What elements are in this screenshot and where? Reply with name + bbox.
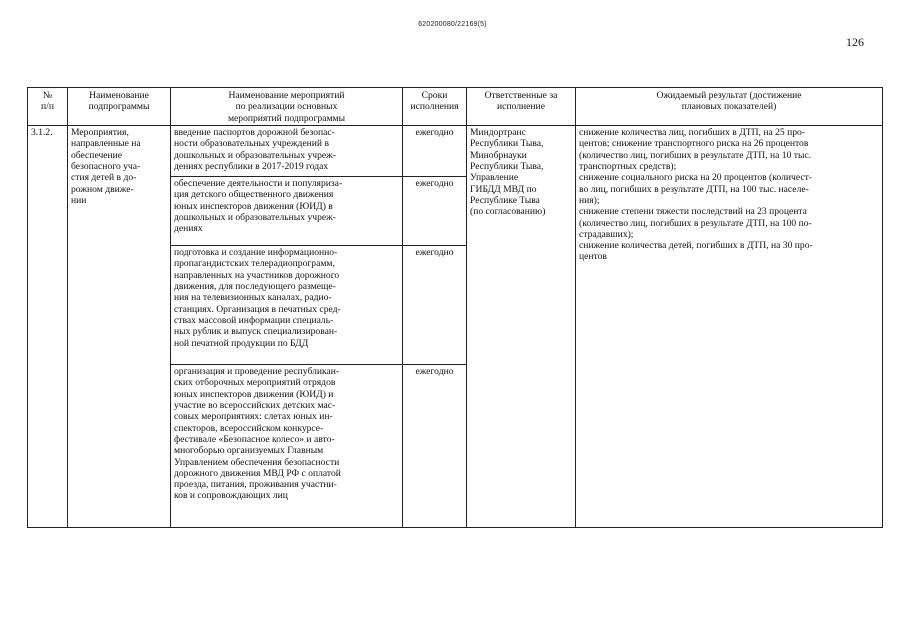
deadline-cell: ежегодно [403,246,467,365]
header-subprogram: Наименование подпрограммы [68,88,171,126]
deadline-cell: ежегодно [403,365,467,528]
expected-result-cell: снижение количества лиц, погибших в ДТП, на 25 про- центов; снижение транспортного риска на 26 процентов (количество лиц, погибших в результате ДТП, на 10 тыс. транспортных средств); снижение социального риска на 20 процентов (количест- во лиц, погибших в результате ДТП, на 100 тыс. населе- ния); снижение степени тяжести последствий на 23 процента (количество лиц, погибших в результате ДТП, на 100 по- страдавших); снижение количества детей, погибших в ДТП, на 30 про- центов [576,126,883,528]
header-responsible: Ответственные за исполнение [467,88,576,126]
table-header-row [28,88,883,126]
header-result: Ожидаемый результат (достижение плановых показателей) [576,88,883,126]
deadline-cell: ежегодно [403,177,467,246]
activity-cell: введение паспортов дорожной безопас- ности образовательных учреждений в дошкольных и образовательных учреж- дениях республики в 2017-2019 годах [171,126,403,177]
responsible-cell: Миндортранс Республики Тыва, Минобрнауки Республики Тыва, Управление ГИБДД МВД по Республике Тыва (по согласованию) [467,126,576,528]
activity-cell: подготовка и создание информационно- пропагандистских телерадиопрограмм, направленных на участников дорожного движения, для последующего размеще- ния на телевизионных каналах, радио- станциях. Организация в печатных сред- ствах массовой информации специаль- ных рублик и выпуск специализирован- ной печатной продукции по БДД [171,246,403,365]
subprogram-name: Мероприятия, направленные на обеспечение безопасного уча- стия детей в до- рожном движе- нии [68,126,171,528]
table-row [28,126,883,177]
activity-cell: организация и проведение республикан- ских отборочных мероприятий отрядов юных инспекторов движения (ЮИД) и участие во всероссийских детских мас- совых мероприятиях: слетах юных ин- спекторов, всероссийском конкурсе- фестивале «Безопасное колесо» и авто- многоборью организуемых Главным Управлением обеспечения безопасности дорожного движения МВД РФ с оплатой проезда, питания, проживания участни- ков и сопровождающих лиц [171,365,403,528]
header-num: № п/п [28,88,68,126]
page-number: 126 [846,35,864,49]
deadline-cell: ежегодно [403,126,467,177]
activity-cell: обеспечение деятельности и популяриза- ция детского общественного движения юных инспекторов движения (ЮИД) в дошкольных и образовательных учреж- дениях [171,177,403,246]
header-deadlines: Сроки исполнения [403,88,467,126]
program-table [27,87,883,528]
row-number: 3.1.2. [28,126,68,528]
header-activities: Наименование мероприятий по реализации основных мероприятий подпрограммы [171,88,403,126]
document-id: 620200080/22169(5) [418,21,487,28]
